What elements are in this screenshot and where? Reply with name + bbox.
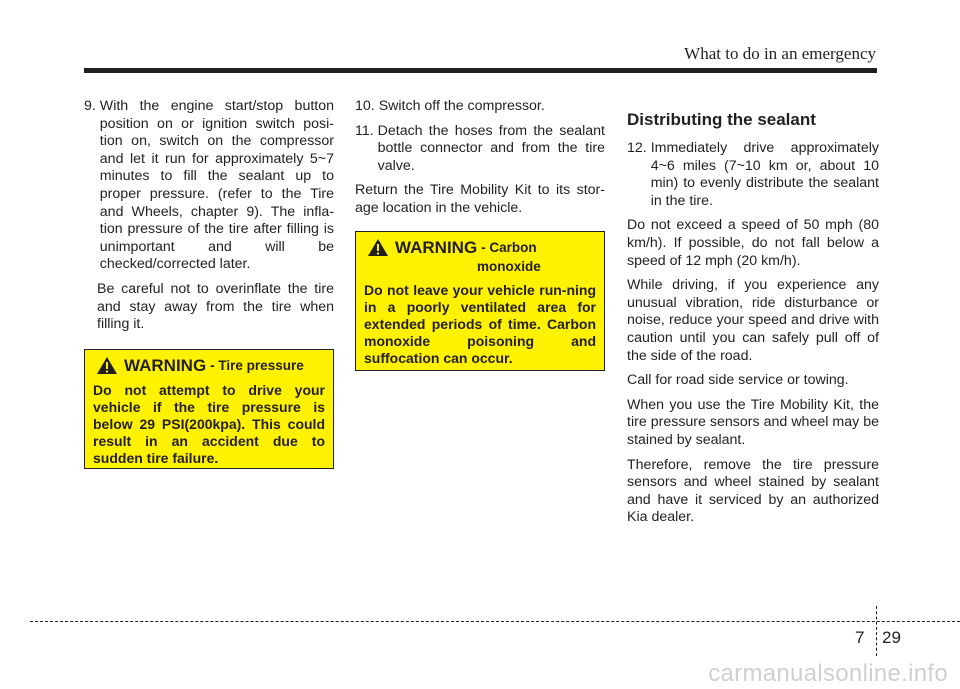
footer-divider (30, 621, 960, 622)
chapter-number: 7 (855, 628, 865, 647)
step-text: With the engine start/stop button position on or ignition switch posi-tion on, switch on the compressor and let it run for approximately 5~7 minutes to fill the sealant up to proper pressure. (refer to the Tire and Wheels, chapter 9). The infla-tion pressure of the tire after filling is unimportant and will be checked/corrected later. (99, 98, 334, 273)
warning-body: Do not attempt to drive your vehicle if the tire pressure is below 29 PSI(200kpa). This could result in an accident due to sudden tire failure. (93, 382, 325, 466)
page-number: 29 (882, 628, 901, 647)
column-3 (627, 110, 879, 527)
warning-label: WARNING (124, 356, 207, 375)
warning-box-carbon-monoxide (355, 231, 605, 371)
watermark: carmanualsonline.info (708, 660, 948, 687)
warning-body: Do not leave your vehicle run-ning in a poorly ventilated area for extended periods of time. Carbon monoxide poisoning and suffocation can occur. (364, 282, 596, 366)
warning-header (93, 356, 325, 376)
step-9-note: Be careful not to overinflate the tire and stay away from the tire when filling it. (97, 280, 334, 333)
road-service-paragraph: Call for road side service or towing. (627, 372, 849, 389)
step-9 (84, 98, 334, 274)
page-number-separator (876, 606, 877, 656)
warning-triangle-icon (96, 356, 118, 375)
warning-subtitle: - Carbon (481, 240, 537, 255)
step-number: 12. (627, 140, 647, 156)
column-2 (355, 98, 605, 218)
step-text: Detach the hoses from the sealant bottle connector and from the tire valve. (377, 122, 605, 174)
step-number: 9. (84, 98, 96, 114)
column-1 (84, 98, 334, 334)
speed-paragraph: Do not exceed a speed of 50 mph (80 km/h). If possible, do not fall below a speed of 12 mph (20 km/h). (627, 217, 879, 269)
step-number: 11. (355, 122, 374, 139)
warning-label: WARNING (395, 238, 478, 257)
dealer-service-paragraph: Therefore, remove the tire pressure sensors and wheel stained by sealant and have it serviced by an authorized Kia dealer. (627, 456, 879, 526)
warning-box-tire-pressure (84, 349, 334, 469)
step-12 (627, 140, 879, 210)
step-text: Immediately drive approximately 4~6 miles (7~10 km or, about 10 min) to evenly distribute the sealant in the tire. (650, 140, 879, 209)
warning-triangle-icon (367, 238, 389, 257)
warning-header (364, 238, 596, 258)
sensor-stain-paragraph: When you use the Tire Mobility Kit, the tire pressure sensors and wheel may be stained by sealant. (627, 396, 879, 448)
step-10 (355, 98, 605, 116)
vibration-paragraph: While driving, if you experience any unusual vibration, ride disturbance or noise, reduce your speed and drive with caution until you can safely pull off of the side of the road. (627, 277, 879, 364)
step-11 (355, 123, 605, 176)
section-title: Distributing the sealant (627, 110, 816, 129)
warning-subtitle-line-2: monoxide (477, 259, 541, 274)
step-number: 10. (355, 98, 375, 114)
return-kit-text: Return the Tire Mobility Kit to its stor-age location in the vehicle. (355, 182, 605, 216)
warning-subtitle: - Tire pressure (210, 358, 304, 373)
header-rule (84, 68, 877, 73)
step-text: Switch off the compressor. (378, 98, 545, 114)
header-title: What to do in an emergency (684, 44, 876, 63)
